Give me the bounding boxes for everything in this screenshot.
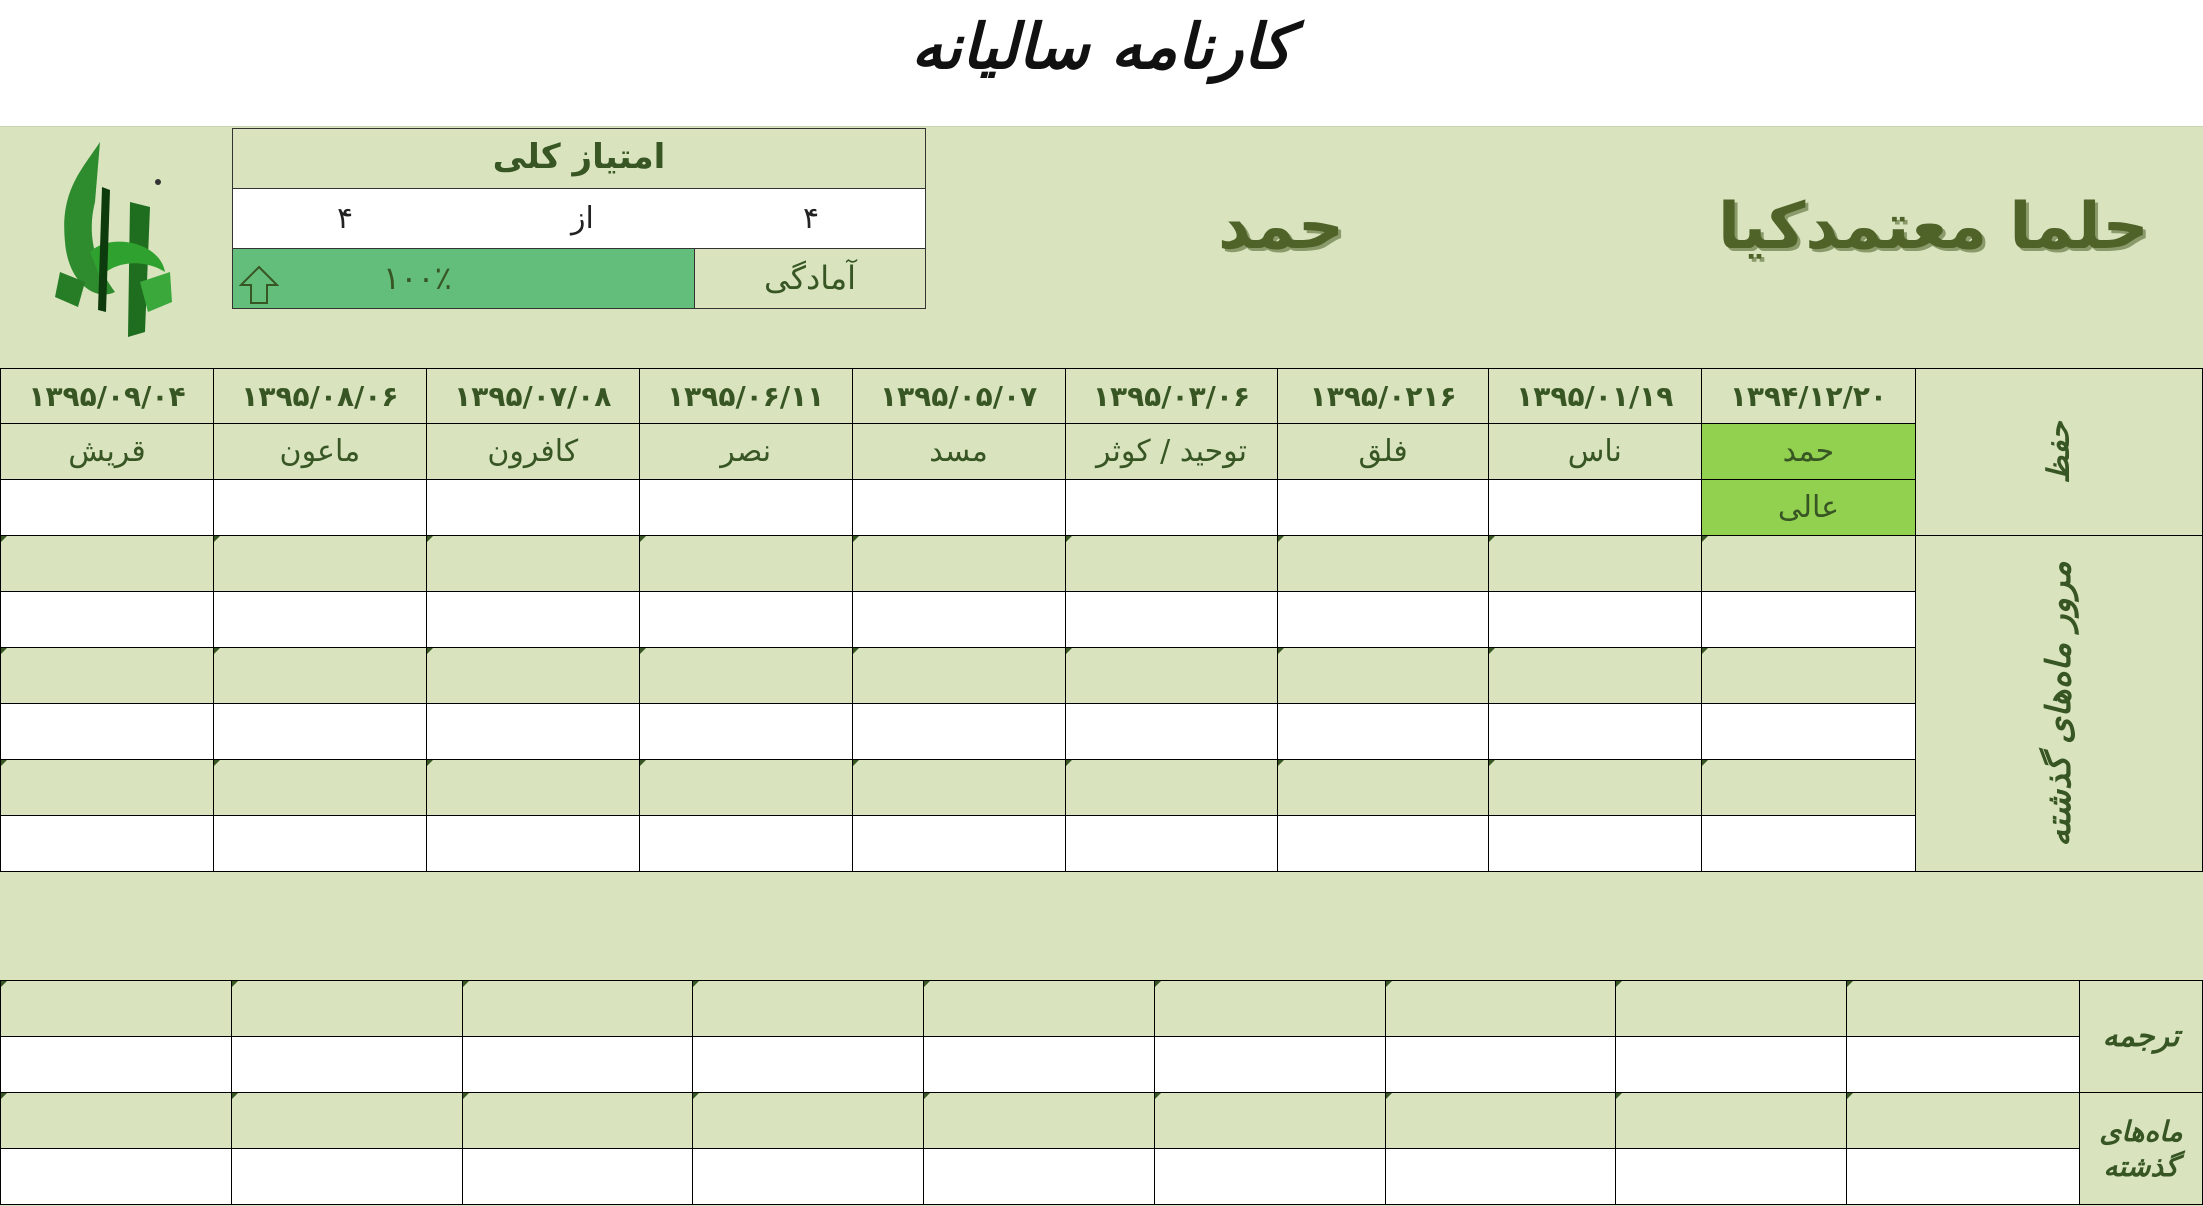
hifz-sura: ناس — [1488, 424, 1701, 480]
translation-label-cell — [2080, 981, 2203, 1093]
review-cell[interactable] — [426, 536, 639, 592]
hifz-grade-current[interactable]: عالی — [1701, 480, 1915, 536]
review-row — [1, 648, 2203, 704]
hifz-sura: کافرون — [426, 424, 639, 480]
readiness-value: ۱۰۰٪ — [383, 259, 452, 297]
translation-cell[interactable] — [924, 981, 1155, 1037]
review-cell[interactable] — [1278, 816, 1488, 872]
translation-row — [1, 1149, 2203, 1205]
review-cell[interactable] — [213, 816, 426, 872]
translation-cell[interactable] — [231, 1093, 462, 1149]
review-cell[interactable] — [1701, 536, 1915, 592]
hifz-sura: فلق — [1278, 424, 1488, 480]
translation-cell[interactable] — [1385, 1149, 1616, 1205]
hifz-date: ۱۳۹۵/۰۲۱۶ — [1278, 369, 1488, 424]
translation-table — [0, 980, 2203, 1205]
review-cell[interactable] — [639, 592, 852, 648]
hifz-sura: نصر — [639, 424, 852, 480]
hifz-grade-cell[interactable] — [1488, 480, 1701, 536]
readiness-row — [233, 249, 925, 308]
review-cell[interactable] — [1701, 704, 1915, 760]
translation-row — [1, 1093, 2203, 1149]
translation-cell[interactable] — [231, 1149, 462, 1205]
hifz-grade-cell[interactable] — [852, 480, 1065, 536]
review-row — [1, 760, 2203, 816]
logo — [40, 132, 190, 342]
review-cell[interactable] — [1, 704, 214, 760]
translation-cell[interactable] — [924, 1093, 1155, 1149]
review-cell[interactable] — [852, 704, 1065, 760]
translation-cell[interactable] — [1154, 1037, 1385, 1093]
review-cell[interactable] — [426, 760, 639, 816]
review-cell[interactable] — [1, 536, 214, 592]
review-cell[interactable] — [1065, 536, 1278, 592]
hifz-date: ۱۳۹۴/۱۲/۲۰ — [1701, 369, 1915, 424]
past-months-label: ماه‌های گذشته — [2099, 1114, 2183, 1183]
student-name: حلما معتمدکیا — [1718, 190, 2149, 264]
review-cell[interactable] — [1065, 704, 1278, 760]
review-cell[interactable] — [852, 648, 1065, 704]
readiness-bar — [233, 249, 695, 308]
overall-score-heading: امتیاز کلی — [492, 137, 666, 177]
translation-label: ترجمه — [2102, 1019, 2180, 1054]
translation-cell[interactable] — [693, 1037, 924, 1093]
review-cell[interactable] — [1278, 648, 1488, 704]
translation-cell[interactable] — [1, 1149, 232, 1205]
hifz-sura: ماعون — [213, 424, 426, 480]
past-months-label-cell — [2080, 1093, 2203, 1205]
overall-score-header — [233, 129, 925, 189]
review-cell[interactable] — [1278, 704, 1488, 760]
current-sura: حمد — [1218, 190, 1344, 264]
score-value: ۴ — [803, 201, 820, 236]
review-cell[interactable] — [1488, 536, 1701, 592]
hifz-sura: مسد — [852, 424, 1065, 480]
review-cell[interactable] — [1, 592, 214, 648]
up-arrow-icon — [239, 265, 279, 305]
review-cell[interactable] — [1065, 816, 1278, 872]
review-cell[interactable] — [1701, 816, 1915, 872]
hifz-grade-cell[interactable] — [1065, 480, 1278, 536]
page-title: کارنامه سالیانه — [911, 10, 1292, 83]
review-cell[interactable] — [1488, 816, 1701, 872]
translation-cell[interactable] — [1847, 1093, 2080, 1149]
translation-cell[interactable] — [1616, 1037, 1847, 1093]
translation-cell[interactable] — [231, 981, 462, 1037]
translation-cell[interactable] — [1616, 1093, 1847, 1149]
review-cell[interactable] — [213, 592, 426, 648]
review-cell[interactable] — [1065, 760, 1278, 816]
review-cell[interactable] — [1, 760, 214, 816]
review-cell[interactable] — [852, 592, 1065, 648]
hifz-date: ۱۳۹۵/۰۱/۱۹ — [1488, 369, 1701, 424]
hifz-grade-cell[interactable] — [1, 480, 214, 536]
hifz-date: ۱۳۹۵/۰۶/۱۱ — [639, 369, 852, 424]
score-total: ۴ — [337, 201, 354, 236]
hifz-grade-cell[interactable] — [639, 480, 852, 536]
score-of-label: از — [571, 201, 594, 236]
translation-cell[interactable] — [1385, 1037, 1616, 1093]
hifz-date: ۱۳۹۵/۰۷/۰۸ — [426, 369, 639, 424]
overall-score-box — [232, 128, 926, 309]
translation-cell[interactable] — [462, 1093, 693, 1149]
translation-cell[interactable] — [1154, 981, 1385, 1037]
review-cell[interactable] — [639, 760, 852, 816]
review-cell[interactable] — [852, 760, 1065, 816]
hifz-sura-current[interactable]: حمد — [1701, 424, 1915, 480]
review-label: مرور ماه‌های گذشته — [2039, 560, 2080, 847]
review-cell[interactable] — [1278, 760, 1488, 816]
translation-cell[interactable] — [1847, 1149, 2080, 1205]
translation-cell[interactable] — [693, 981, 924, 1037]
translation-cell[interactable] — [693, 1093, 924, 1149]
hifz-date: ۱۳۹۵/۰۹/۰۴ — [1, 369, 214, 424]
translation-cell[interactable] — [1, 981, 232, 1037]
hifz-grade-cell[interactable] — [1278, 480, 1488, 536]
readiness-label: آمادگی — [764, 259, 856, 297]
translation-cell[interactable] — [1847, 1037, 2080, 1093]
translation-cell[interactable] — [1616, 981, 1847, 1037]
review-cell[interactable] — [1065, 592, 1278, 648]
translation-cell[interactable] — [1847, 981, 2080, 1037]
review-cell[interactable] — [852, 536, 1065, 592]
translation-row — [1, 1037, 2203, 1093]
translation-cell[interactable] — [924, 1037, 1155, 1093]
review-cell[interactable] — [1488, 704, 1701, 760]
hifz-table — [0, 368, 2203, 872]
hifz-date: ۱۳۹۵/۰۵/۰۷ — [852, 369, 1065, 424]
review-cell[interactable] — [426, 648, 639, 704]
translation-cell[interactable] — [1385, 1093, 1616, 1149]
review-cell[interactable] — [1278, 536, 1488, 592]
review-cell[interactable] — [1488, 592, 1701, 648]
review-cell[interactable] — [1701, 648, 1915, 704]
review-label-cell — [1916, 536, 2203, 872]
review-row — [1, 704, 2203, 760]
hifz-grade-row — [1, 480, 2203, 536]
hifz-date-row — [1, 369, 2203, 424]
review-cell[interactable] — [1701, 760, 1915, 816]
review-cell[interactable] — [1488, 648, 1701, 704]
hifz-date: ۱۳۹۵/۰۸/۰۶ — [213, 369, 426, 424]
translation-cell[interactable] — [462, 1149, 693, 1205]
review-cell[interactable] — [1488, 760, 1701, 816]
hifz-sura: قریش — [1, 424, 214, 480]
hifz-date: ۱۳۹۵/۰۳/۰۶ — [1065, 369, 1278, 424]
translation-cell[interactable] — [1154, 1093, 1385, 1149]
translation-row — [1, 981, 2203, 1037]
translation-cell[interactable] — [1, 1093, 232, 1149]
review-cell[interactable] — [1, 648, 214, 704]
review-cell[interactable] — [639, 704, 852, 760]
translation-cell[interactable] — [462, 1037, 693, 1093]
score-row — [233, 189, 925, 249]
review-cell[interactable] — [1701, 592, 1915, 648]
review-cell[interactable] — [426, 816, 639, 872]
review-row — [1, 536, 2203, 592]
translation-cell[interactable] — [1154, 1149, 1385, 1205]
hifz-grade-cell[interactable] — [213, 480, 426, 536]
review-cell[interactable] — [426, 592, 639, 648]
translation-cell[interactable] — [1, 1037, 232, 1093]
review-row — [1, 816, 2203, 872]
review-cell[interactable] — [213, 760, 426, 816]
review-row — [1, 592, 2203, 648]
hifz-sura-row — [1, 424, 2203, 480]
translation-cell[interactable] — [462, 981, 693, 1037]
hifz-label: حفظ — [2041, 420, 2077, 484]
hifz-label-cell — [1916, 369, 2203, 536]
translation-cell[interactable] — [924, 1149, 1155, 1205]
review-cell[interactable] — [426, 704, 639, 760]
title-band — [0, 0, 2203, 127]
translation-cell[interactable] — [1385, 981, 1616, 1037]
review-cell[interactable] — [213, 704, 426, 760]
review-cell[interactable] — [213, 536, 426, 592]
translation-cell[interactable] — [231, 1037, 462, 1093]
review-cell[interactable] — [213, 648, 426, 704]
review-cell[interactable] — [1, 816, 214, 872]
hifz-sura: توحید / کوثر — [1065, 424, 1278, 480]
translation-cell[interactable] — [693, 1149, 924, 1205]
translation-cell[interactable] — [1616, 1149, 1847, 1205]
review-cell[interactable] — [852, 816, 1065, 872]
hifz-grade-cell[interactable] — [426, 480, 639, 536]
review-cell[interactable] — [1065, 648, 1278, 704]
review-cell[interactable] — [1278, 592, 1488, 648]
review-cell[interactable] — [639, 536, 852, 592]
review-cell[interactable] — [639, 816, 852, 872]
review-cell[interactable] — [639, 648, 852, 704]
